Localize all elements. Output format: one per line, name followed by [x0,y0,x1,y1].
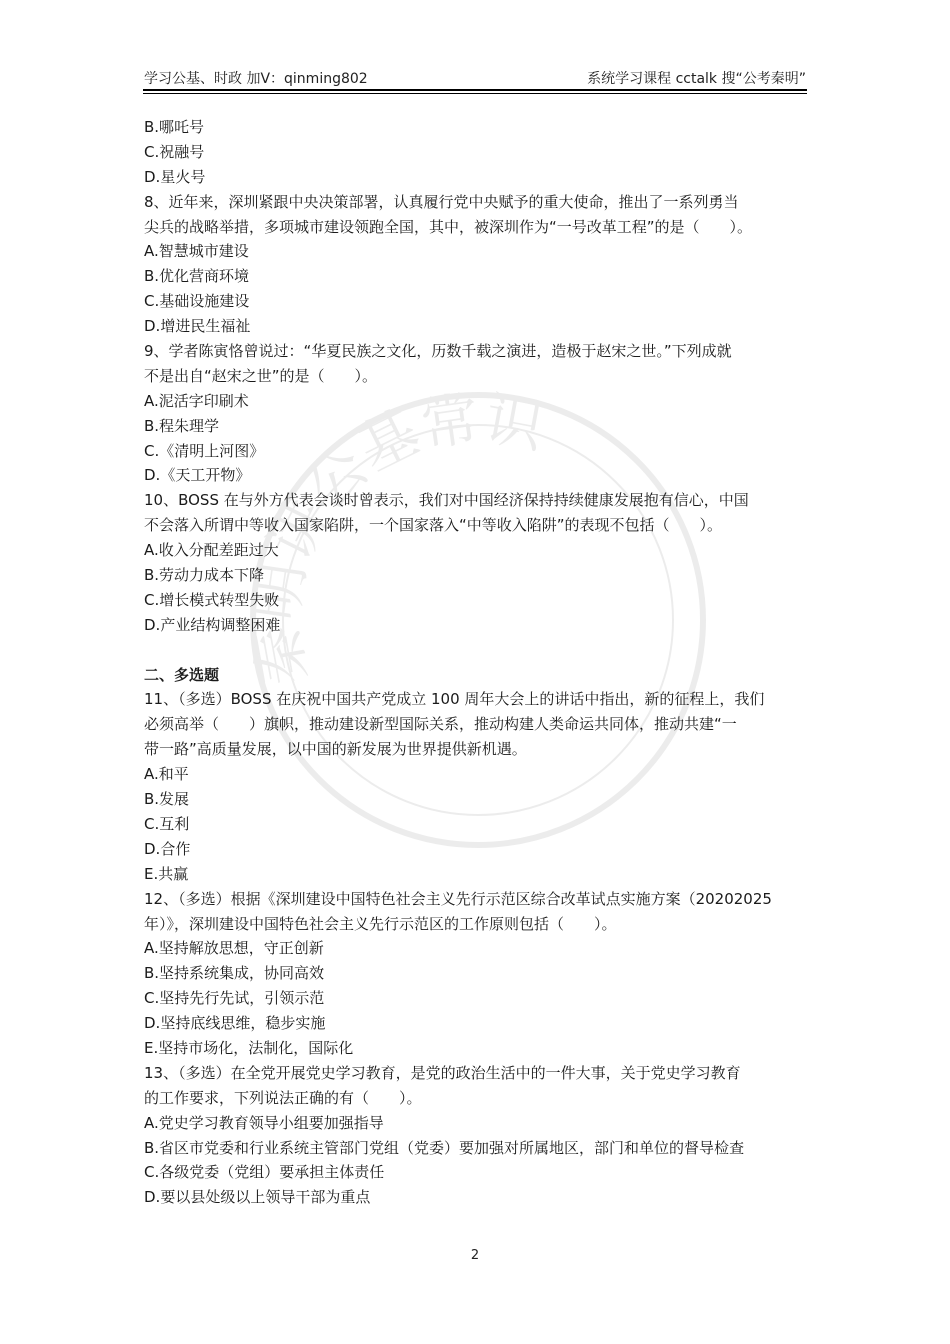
question-8-line-1: 8、近年来，深圳紧跟中央决策部署，认真履行党中央赋予的重大使命，推出了一系列勇当 [144,192,739,211]
question-12-line-1: 12、（多选）根据《深圳建设中国特色社会主义先行示范区综合改革试点实施方案（20202025 [144,889,772,908]
question-13-line-2: 的工作要求，下列说法正确的有（ ）。 [144,1088,422,1107]
question-10-option-a: A.收入分配差距过大 [144,541,279,560]
question-11-option-d: D.合作 [144,839,191,858]
question-11-option-e: E.共赢 [144,864,189,883]
question-11-option-a: A.和平 [144,765,189,784]
question-10-option-b: B.劳动力成本下降 [144,566,265,585]
question-12-line-2: 年）》，深圳建设中国特色社会主义先行示范区的工作原则包括（ ）。 [144,914,617,933]
question-13-line-1: 13、（多选）在全党开展党史学习教育，是党的政治生活中的一件大事，关于党史学习教育 [144,1063,741,1082]
question-10-option-d: D.产业结构调整困难 [144,615,281,634]
blank-line [144,638,808,663]
option-b: B.哪吒号 [144,118,205,136]
question-8-option-b: B.优化营商环境 [144,267,250,286]
watermark-text: 秦明讲公基常识 [241,383,550,691]
question-13-option-d: D.要以县处级以上领导干部为重点 [144,1188,371,1207]
header-rule-thick [143,89,807,91]
question-8-option-c: C.基础设施建设 [144,292,250,311]
header-right-text: 系统学习课程 cctalk 搜“公考秦明” [587,71,806,87]
question-12-option-b: B.坚持系统集成，协同高效 [144,964,325,983]
question-13-option-a: A.党史学习教育领导小组要加强指导 [144,1113,384,1132]
question-11-option-c: C.互利 [144,814,190,833]
question-13-option-c: C.各级党委（党组）要承担主体责任 [144,1163,385,1182]
question-12-option-c: C.坚持先行先试，引领示范 [144,989,325,1008]
question-8-line-2: 尖兵的战略举措，多项城市建设领跑全国，其中，被深圳作为“一号改革工程”的是（ ）。 [144,217,753,236]
document-body [144,115,808,1210]
page-number: 2 [470,1248,480,1263]
question-9-line-1: 9、学者陈寅恪曾说过：“华夏民族之文化，历数千载之演进，造极于赵宋之世。”下列成就 [144,342,732,361]
question-12-option-a: A.坚持解放思想，守正创新 [144,939,324,958]
question-11-line-3: 带一路”高质量发展，以中国的新发展为世界提供新机遇。 [144,740,527,759]
question-9-option-d: D.《天工开物》 [144,466,251,485]
question-10-line-2: 不会落入所谓中等收入国家陷阱，一个国家落入“中等收入陷阱”的表现不包括（ ）。 [144,516,723,535]
option-c: C.祝融号 [144,142,205,161]
question-11-option-b: B.发展 [144,790,190,809]
question-9-option-a: A.泥活字印刷术 [144,391,249,410]
header-left-text: 学习公基、时政 加V：qinming802 [144,71,368,87]
question-12-option-d: D.坚持底线思维，稳步实施 [144,1014,326,1033]
question-10-line-1: 10、BOSS 在与外方代表会谈时曾表示，我们对中国经济保持持续健康发展抱有信心，中国 [144,491,749,510]
question-9-option-b: B.程朱理学 [144,416,220,435]
question-10-option-c: C.增长模式转型失败 [144,590,280,609]
question-9-option-c: C.《清明上河图》 [144,441,265,460]
question-8-option-d: D.增进民生福祉 [144,317,251,336]
question-11-line-1: 11、（多选）BOSS 在庆祝中国共产党成立 100 周年大会上的讲话中指出，新的征程上，我们 [144,690,765,709]
question-11-line-2: 必须高举（ ）旗帜，推动建设新型国际关系，推动构建人类命运共同体，推动共建“一 [144,715,737,734]
question-8-option-a: A.智慧城市建设 [144,242,249,261]
section-heading-multiple-choice: 二、多选题 [144,665,220,684]
question-9-line-2: 不是出自“赵宋之世”的是（ ）。 [144,366,378,385]
option-d: D.星火号 [144,167,206,186]
question-13-option-b: B.省区市党委和行业系统主管部门党组（党委）要加强对所属地区，部门和单位的督导检查 [144,1138,745,1157]
header-rule-thin [143,93,807,94]
question-12-option-e: E.坚持市场化，法制化，国际化 [144,1038,354,1057]
